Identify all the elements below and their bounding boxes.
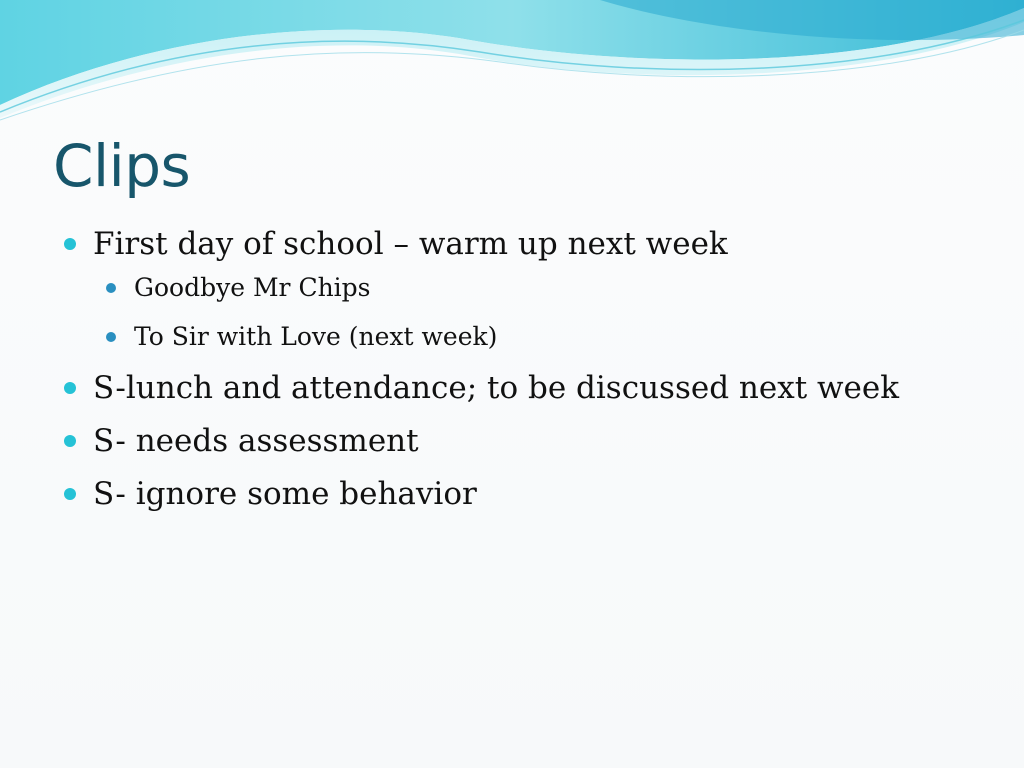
bullet-dot-icon <box>106 283 116 293</box>
sub-bullet-item <box>104 318 1002 356</box>
bullet-text: First day of school – warm up next week <box>93 226 728 262</box>
bullet-dot-icon <box>106 332 116 342</box>
sub-bullet-text: To Sir with Love (next week) <box>134 322 498 351</box>
bullet-item <box>62 472 1002 516</box>
bullet-item <box>62 366 1002 410</box>
bullet-dot-icon <box>64 488 76 500</box>
bullet-text: S- ignore some behavior <box>93 476 477 512</box>
bullet-item <box>62 222 1002 266</box>
sub-bullet-item <box>104 269 1002 307</box>
bullet-item <box>62 419 1002 463</box>
bullet-list <box>62 222 1002 525</box>
bullet-dot-icon <box>64 382 76 394</box>
bullet-dot-icon <box>64 435 76 447</box>
bullet-dot-icon <box>64 238 76 250</box>
slide-title: Clips <box>53 132 191 200</box>
wave-header-decoration <box>0 0 1024 130</box>
sub-bullet-text: Goodbye Mr Chips <box>134 273 371 302</box>
bullet-text: S- needs assessment <box>93 423 419 459</box>
bullet-text: S-lunch and attendance; to be discussed next week <box>93 370 900 406</box>
